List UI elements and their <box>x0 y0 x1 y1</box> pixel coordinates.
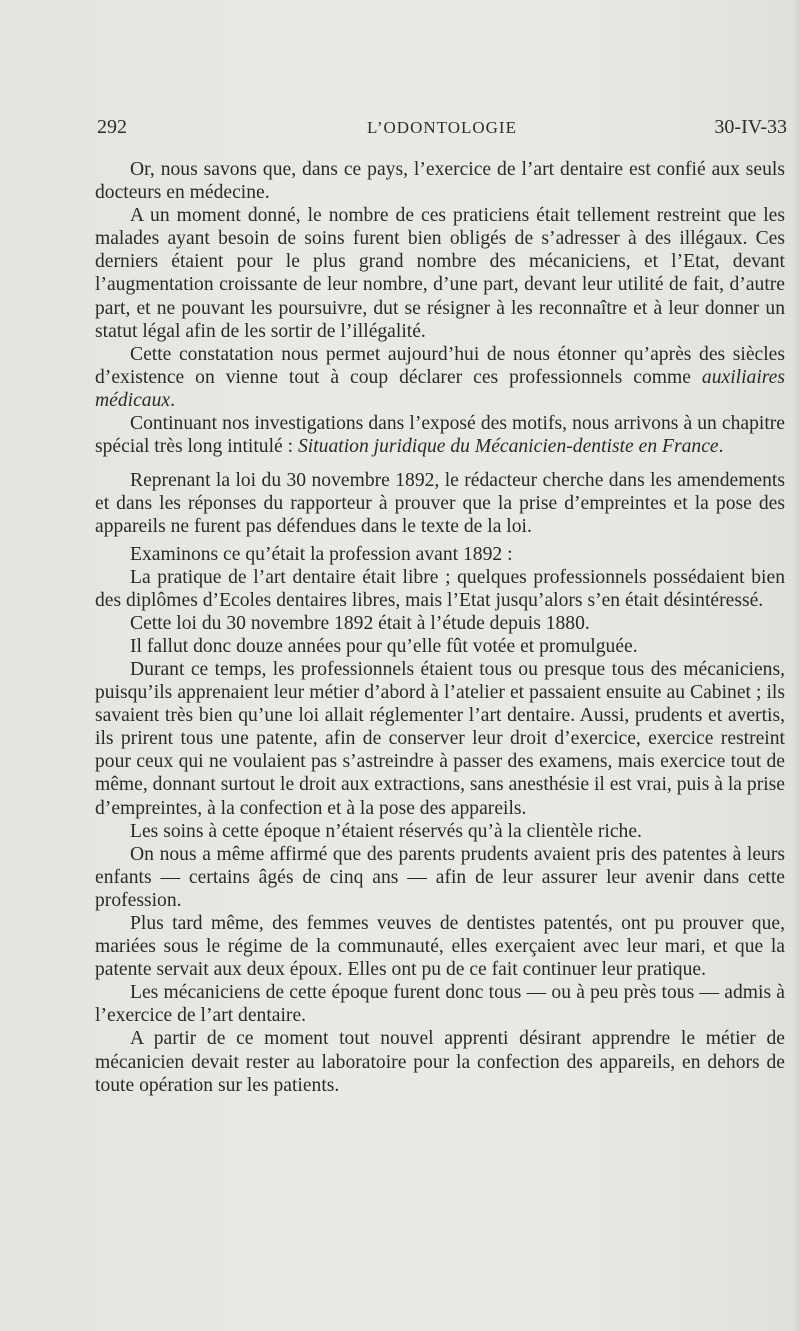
paragraph: Continuant nos investigations dans l’exposé des motifs, nous arrivons à un chapitre spécial très long intitulé : Situation juridique du Mécanicien-dentiste en France. <box>95 413 785 458</box>
paragraph: Examinons ce qu’était la profession avant 1892 : <box>130 543 513 565</box>
paragraph: Or, nous savons que, dans ce pays, l’exercice de l’art dentaire est confié aux seuls docteurs en médecine. <box>95 159 785 204</box>
paragraph: Il fallut donc douze années pour qu’elle fût votée et promulguée. <box>130 635 638 657</box>
paragraph: On nous a même affirmé que des parents prudents avaient pris des patentes à leurs enfants — certains âgés de cinq ans — afin de leur assurer leur avenir dans cette profession. <box>95 843 785 911</box>
running-header <box>97 116 787 142</box>
italic-term: auxiliaires médicaux <box>95 366 785 411</box>
paragraph: Durant ce temps, les professionnels étaient tous ou presque tous des mécaniciens, puisqu’ils apprenaient leur métier d’abord à l’atelier et passaient ensuite au Cabinet ; ils savaient très bien qu’une loi allait réglementer l’art dentaire. Aussi, prudents et avertis, ils prirent tous une patente, afin de conserver leur droit d’exercice, exercice restreint pour ceux qui ne voulaient pas s’astreindre à passer des examens, mais exercice tout de même, donnant surtout le droit aux extractions, sans anesthésie il est vrai, puis à la prise d’empreintes, à la confection et à la pose des appareils. <box>95 658 785 819</box>
paragraph: Les mécaniciens de cette époque furent donc tous — ou à peu près tous — admis à l’exercice de l’art dentaire. <box>95 982 785 1027</box>
paragraph: Cette constatation nous permet aujourd’hui de nous étonner qu’après des siècles d’existence on vienne tout à coup déclarer ces professionnels comme auxiliaires médicaux. <box>95 343 785 411</box>
paragraph: A partir de ce moment tout nouvel apprenti désirant apprendre le métier de mécanicien devait rester au laboratoire pour la confection des appareils, en dehors de toute opération sur les patients. <box>95 1028 785 1096</box>
page-edge-shadow <box>792 0 800 1331</box>
journal-title: L’ODONTOLOGIE <box>367 118 517 137</box>
paragraph: Plus tard même, des femmes veuves de dentistes patentés, ont pu prouver que, mariées sous le régime de la communauté, elles exerçaient avec leur mari, et que la patente servait aux deux époux. Elles ont pu de ce fait continuer leur pratique. <box>95 913 785 981</box>
page-number: 292 <box>97 116 127 138</box>
paragraph: Les soins à cette époque n’étaient réservés qu’à la clientèle riche. <box>130 820 642 842</box>
paragraph: Cette loi du 30 novembre 1892 était à l’étude depuis 1880. <box>130 612 590 634</box>
issue-date: 30-IV-33 <box>714 116 787 138</box>
paragraph: La pratique de l’art dentaire était libre ; quelques professionnels possédaient bien des diplômes d’Ecoles dentaires libres, mais l’Etat jusqu’alors s’en était désintéressé. <box>95 566 785 611</box>
paragraph: Reprenant la loi du 30 novembre 1892, le rédacteur cherche dans les amendements et dans les réponses du rapporteur à prouver que la prise d’empreintes et la pose des appareils ne furent pas défendues dans le texte de la loi. <box>95 470 785 538</box>
article-body <box>95 158 785 1097</box>
italic-title: Situation juridique du Mécanicien-dentiste en France <box>297 436 719 458</box>
paragraph: A un moment donné, le nombre de ces praticiens était tellement restreint que les malades ayant besoin de soins furent bien obligés de s’adresser à des illégaux. Ces derniers étaient pour le plus grand nombre des mécaniciens, et l’Etat, devant l’augmentation croissante de leur nombre, d’une part, devant leur utilité de fait, d’autre part, et ne pouvant les poursuivre, dut se résigner à les reconnaître et à leur donner un statut légal afin de les sortir de l’illégalité. <box>95 205 785 342</box>
